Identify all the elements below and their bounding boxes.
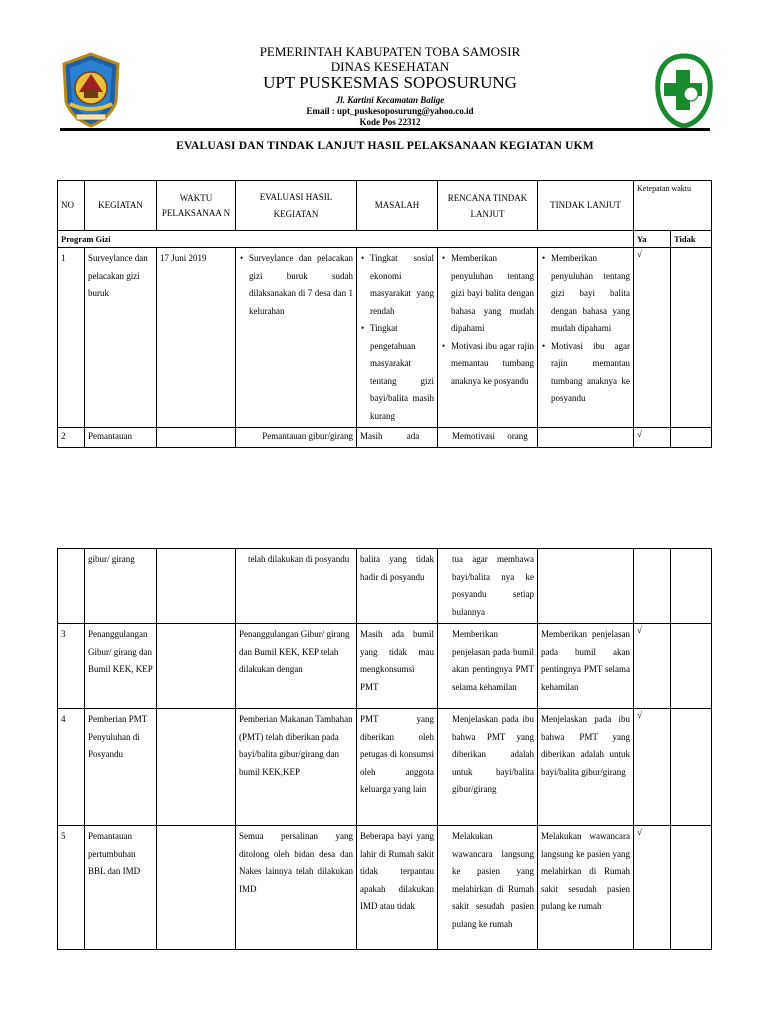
table-row: [58, 248, 712, 428]
checkmark-ya: √: [634, 624, 671, 709]
row-masalah: PMT yang diberikan oleh petugas di konsumsi oleh anggota keluarga yang lain: [357, 709, 438, 826]
cell-ya: [634, 549, 671, 624]
header-postal-code: Kode Pos 22312: [359, 117, 421, 127]
evaluation-table-part-1: [57, 180, 712, 448]
cell-tidak: [671, 428, 712, 448]
cell-tidak: [671, 248, 712, 428]
table-row: [58, 826, 712, 950]
row-tindak-lanjut: Memberikan penjelasan pada bumil akan pentingnya PMT selama kehamilan: [538, 624, 634, 709]
row-masalah: Beberapa bayi yang lahir di Rumah sakit tidak terpantau apakah dilakukan IMD atau tidak: [357, 826, 438, 950]
row-tindak-lanjut: [538, 248, 634, 428]
header-department: DINAS KESEHATAN: [330, 59, 450, 74]
puskesmas-logo: [654, 52, 714, 128]
row-rencana: Memotivasi orang: [438, 428, 538, 448]
evaluation-table-part-2: [57, 548, 712, 950]
row-kegiatan: Surveylance dan pelacakan gizi buruk: [85, 248, 157, 428]
row-tindak-lanjut: [538, 428, 634, 448]
row-evaluasi: Penanggulangan Gibur/ girang dan Bumil KEK, KEP telah dilakukan dengan: [236, 624, 357, 709]
table-row: [58, 428, 712, 448]
masalah-point: • Tingkat sosial ekonomi masyarakat yang rendah: [370, 250, 434, 320]
row-rencana: Melakukan wawancara langsung ke pasien yang melahirkan di Rumah sakit sesudah pasien pulang ke rumah: [438, 826, 538, 950]
table-row: [58, 624, 712, 709]
row-rencana: Menjelaskan pada ibu bahwa PMT yang diberikan adalah untuk bayi/balita gibur/girang: [438, 709, 538, 826]
evaluasi-point: • Surveylance dan pelacakan gizi buruk sudah dilaksanakan di 7 desa dan 1 kelurahan: [249, 250, 353, 320]
row-number: 1: [58, 248, 85, 428]
col-header-ketepatan: Ketepatan waktu: [634, 181, 712, 231]
cell-tidak: [671, 826, 712, 950]
header-email: Email : upt_puskesoposurung@yahoo.co.id: [306, 106, 474, 116]
row-number: 3: [58, 624, 85, 709]
row-tindak-lanjut: Menjelaskan pada ibu bahwa PMT yang diberikan adalah untuk bayi/balita gibur/girang: [538, 709, 634, 826]
header-institution: UPT PUSKESMAS SOPOSURUNG: [263, 73, 517, 92]
row-waktu: 17 Juni 2019: [157, 248, 236, 428]
row-kegiatan: Pemberian PMT Penyuluhan di Posyandu: [85, 709, 157, 826]
masalah-point: • Tingkat pengetahuan masyarakat tentang gizi bayi/balita masih kurang: [370, 320, 434, 425]
row-masalah: Masih ada: [357, 428, 438, 448]
row-kegiatan: Pemantauan pertumbuhan BBL dan IMD: [85, 826, 157, 950]
row-waktu: [157, 549, 236, 624]
col-header-tidak: Tidak: [671, 231, 712, 248]
tindak-point: • Memberikan penyuluhan tentang gizi bayi balita dengan bahasa yang mudah dipahami: [551, 250, 630, 338]
row-kegiatan: Pemantauan: [85, 428, 157, 448]
col-header-tindak-lanjut: TINDAK LANJUT: [538, 181, 634, 231]
cell-tidak: [671, 549, 712, 624]
row-evaluasi: Pemberian Makanan Tambahan (PMT) telah diberikan pada bayi/balita gibur/girang dan bumil KEK,KEP: [236, 709, 357, 826]
row-kegiatan: gibur/ girang: [85, 549, 157, 624]
table-row: [58, 709, 712, 826]
toba-samosir-emblem: [60, 52, 122, 128]
table-row: [58, 549, 712, 624]
col-header-no: NO: [58, 181, 85, 231]
header-divider: [60, 128, 710, 131]
col-header-rencana: RENCANA TINDAK LANJUT: [438, 181, 538, 231]
document-title: EVALUASI DAN TINDAK LANJUT HASIL PELAKSANAAN KEGIATAN UKM: [176, 140, 594, 152]
header-address: Jl. Kartini Kecamatan Balige: [335, 95, 445, 105]
row-evaluasi: Pemantauan gibur/girang: [236, 428, 357, 448]
col-header-kegiatan: KEGIATAN: [85, 181, 157, 231]
row-number: 4: [58, 709, 85, 826]
row-waktu: [157, 826, 236, 950]
cell-tidak: [671, 709, 712, 826]
row-rencana: tua agar membawa bayi/balita nya ke posyandu setiap bulannya: [438, 549, 538, 624]
row-number: 2: [58, 428, 85, 448]
header-government: PEMERINTAH KABUPATEN TOBA SAMOSIR: [259, 44, 521, 59]
tindak-point: • Motivasi ibu agar rajin memantau tumbang anaknya ke posyandu: [551, 338, 630, 408]
checkmark-ya: √: [634, 709, 671, 826]
row-masalah: Masih ada bumil yang tidak mau mengkonsumsi PMT: [357, 624, 438, 709]
col-header-waktu: WAKTU PELAKSANAA N: [157, 181, 236, 231]
row-evaluasi: telah dilakukan di posyandu: [236, 549, 357, 624]
row-masalah: [357, 248, 438, 428]
row-tindak-lanjut: [538, 549, 634, 624]
col-header-ya: Ya: [634, 231, 671, 248]
row-waktu: [157, 709, 236, 826]
checkmark-ya: √: [634, 428, 671, 448]
row-kegiatan: Penanggulangan Gibur/ girang dan Bumil KEK, KEP: [85, 624, 157, 709]
row-rencana: Memberikan penjelasan pada bumil akan pentingnya PMT selama kehamilan: [438, 624, 538, 709]
row-evaluasi: [236, 248, 357, 428]
row-evaluasi: Semua persalinan yang ditolong oleh bidan desa dan Nakes lainnya telah dilakukan IMD: [236, 826, 357, 950]
row-masalah: balita yang tidak hadir di posyandu: [357, 549, 438, 624]
checkmark-ya: √: [634, 826, 671, 950]
col-header-masalah: MASALAH: [357, 181, 438, 231]
col-header-evaluasi: EVALUASI HASIL KEGIATAN: [236, 181, 357, 231]
row-number: 5: [58, 826, 85, 950]
rencana-point: • Memberikan penyuluhan tentang gizi bayi balita dengan bahasa yang mudah dipahami: [451, 250, 534, 338]
row-waktu: [157, 428, 236, 448]
checkmark-ya: √: [634, 248, 671, 428]
program-label: Program Gizi: [58, 231, 634, 248]
row-tindak-lanjut: Melakukan wawancara langsung ke pasien yang melahirkan di Rumah sakit sesudah pasien pulang ke rumah: [538, 826, 634, 950]
row-number: [58, 549, 85, 624]
cell-tidak: [671, 624, 712, 709]
rencana-point: • Motivasi ibu agar rajin memantau tumbang anaknya ke posyandu: [451, 338, 534, 391]
row-waktu: [157, 624, 236, 709]
row-rencana: [438, 248, 538, 428]
